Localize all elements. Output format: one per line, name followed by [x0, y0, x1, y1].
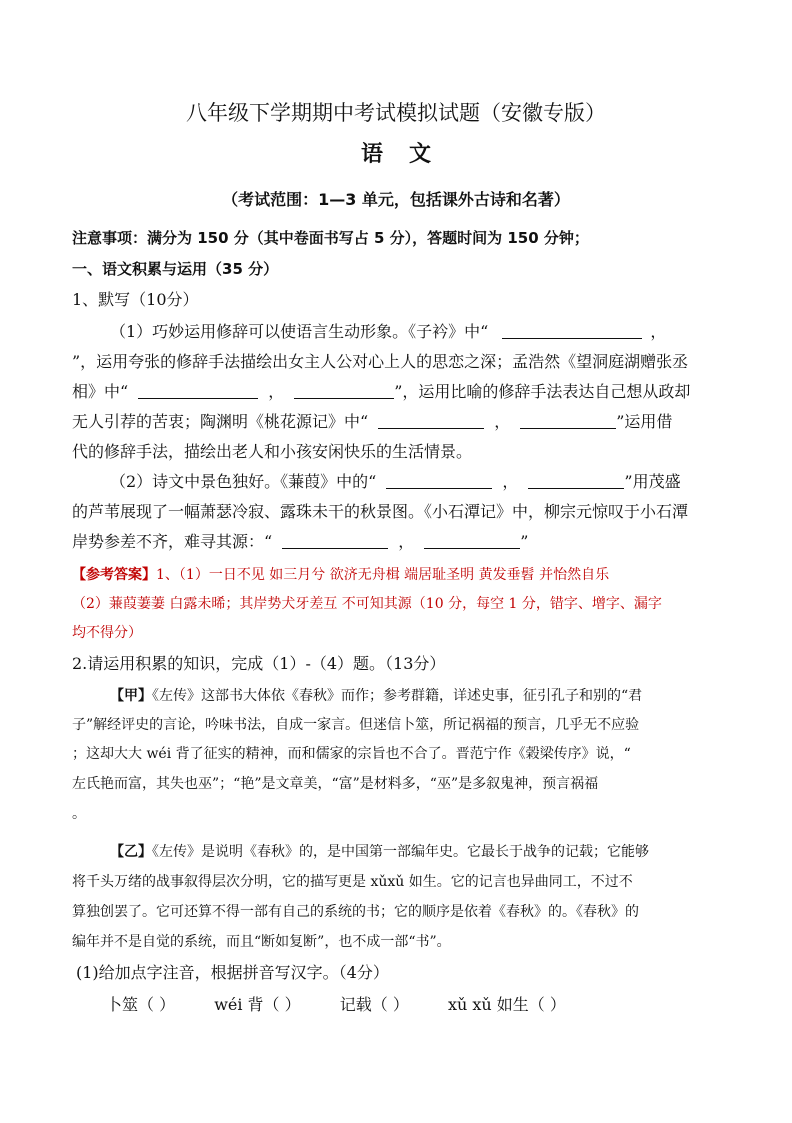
jia-tag: 【甲】: [110, 688, 152, 704]
exam-title: 八年级下学期期中考试模拟试题（安徽专版）: [186, 101, 606, 125]
jia-line2: 子”解经评史的言论，吟味书法，自成一家言。但迷信卜筮，所记祸福的预言，几乎无不应验: [72, 717, 640, 733]
answer-line1: 【参考答案】1、（1）一日不见 如三月兮 欲济无舟楫 端居耻圣明 黄发垂髫 并怡然自乐: [72, 567, 610, 583]
yi-line1: 【乙】《左传》是说明《春秋》的，是中国第一部编年史。它最长于战争的记载；它能够: [110, 844, 649, 860]
pinyin-item[interactable]: 卜筮（ ）: [106, 995, 176, 1014]
jia-line5: 。: [72, 806, 86, 822]
exam-range: （考试范围：1—3 单元，包括课外古诗和名著）: [222, 190, 570, 209]
q1-p2-line3: 岸势参差不齐，难寻其源：“ ， ”: [72, 532, 529, 551]
answer-blank[interactable]: [138, 382, 258, 399]
q1-p1-line1: （1）巧妙运用修辞可以使语言生动形象。《子衿》中“ ，: [110, 322, 667, 341]
q1-p1-line4: 无人引荐的苦衷；陶渊明《桃花源记》中“ ， ”运用借: [72, 412, 673, 431]
notice-text: 注意事项：满分为 150 分（其中卷面书写占 5 分），答题时间为 150 分钟；: [72, 229, 589, 247]
answer-blank[interactable]: [520, 412, 616, 429]
answer-blank[interactable]: [282, 532, 388, 549]
q1-p1-line2: ”，运用夸张的修辞手法描绘出女主人公对心上人的思恋之深；孟浩然《望洞庭湖赠张丞: [72, 352, 689, 371]
yi-line3: 算独创罢了。它可还算不得一部有自己的系统的书；它的顺序是依着《春秋》的。《春秋》的: [72, 904, 639, 920]
pinyin-item[interactable]: xǔ xǔ 如生（ ）: [447, 995, 566, 1014]
notice: [72, 228, 722, 248]
answer-tag: 【参考答案】: [72, 567, 156, 583]
q2-label: 2.请运用积累的知识，完成（1）-（4）题。（13分）: [72, 654, 446, 673]
q1-p1-line5: 代的修辞手法，描绘出老人和小孩安闲快乐的生活情景。: [72, 442, 473, 461]
answer-blank[interactable]: [424, 532, 520, 549]
yi-line2: 将千头万绪的战事叙得层次分明，它的描写更是 xǔxǔ 如生。它的记言也异曲同工，不过不: [72, 874, 633, 890]
q1-p1-line3: 相》中“ ， ”，运用比喻的修辞手法表达自己想从政却: [72, 382, 691, 401]
answer-blank[interactable]: [502, 322, 642, 339]
answer-line3: 均不得分）: [72, 625, 142, 641]
answer-blank[interactable]: [386, 472, 492, 489]
answer-line2: （2）蒹葭萋萋 白露未晞；其岸势犬牙差互 不可知其源（10 分，每空 1 分，错字、增字、漏字: [72, 596, 662, 612]
answer-blank[interactable]: [378, 412, 484, 429]
subject-title: 语文: [360, 142, 457, 167]
answer-blank[interactable]: [528, 472, 624, 489]
section-heading: 一、语文积累与运用（35 分）: [72, 260, 279, 278]
q1-p2-line2: 的芦苇展现了一幅萧瑟冷寂、露珠未干的秋景图。《小石潭记》中，柳宗元惊叹于小石潭: [72, 502, 689, 521]
pinyin-item[interactable]: wéi 背（ ）: [214, 995, 301, 1014]
q1-label: 1、默写（10分）: [72, 290, 199, 309]
q1-p2-line1: （2）诗文中景色独好。《蒹葭》中的“ ， ”用茂盛: [110, 472, 681, 491]
jia-line1: 【甲】《左传》这部书大体依《春秋》而作；参考群籍，详述史事，征引孔子和别的“君: [110, 688, 643, 704]
yi-line4: 编年并不是自觉的系统，而且“断如复断”，也不成一部“书”。: [72, 934, 451, 950]
q2-sub1-label: (1)给加点字注音，根据拼音写汉字。（4分）: [76, 963, 389, 982]
pinyin-item[interactable]: 记载（ ）: [339, 995, 409, 1014]
jia-line3: ；这却大大 wéi 背了征实的精神，而和儒家的宗旨也不合了。晋范宁作《榖梁传序》说，“: [72, 746, 631, 762]
answer-blank[interactable]: [294, 382, 394, 399]
q2-sub1-items: [106, 995, 756, 1015]
jia-line4: 左氏艳而富，其失也巫”；“艳”是文章美，“富”是材料多，“巫”是多叙鬼神，预言祸福: [72, 776, 599, 792]
yi-tag: 【乙】: [110, 844, 152, 860]
